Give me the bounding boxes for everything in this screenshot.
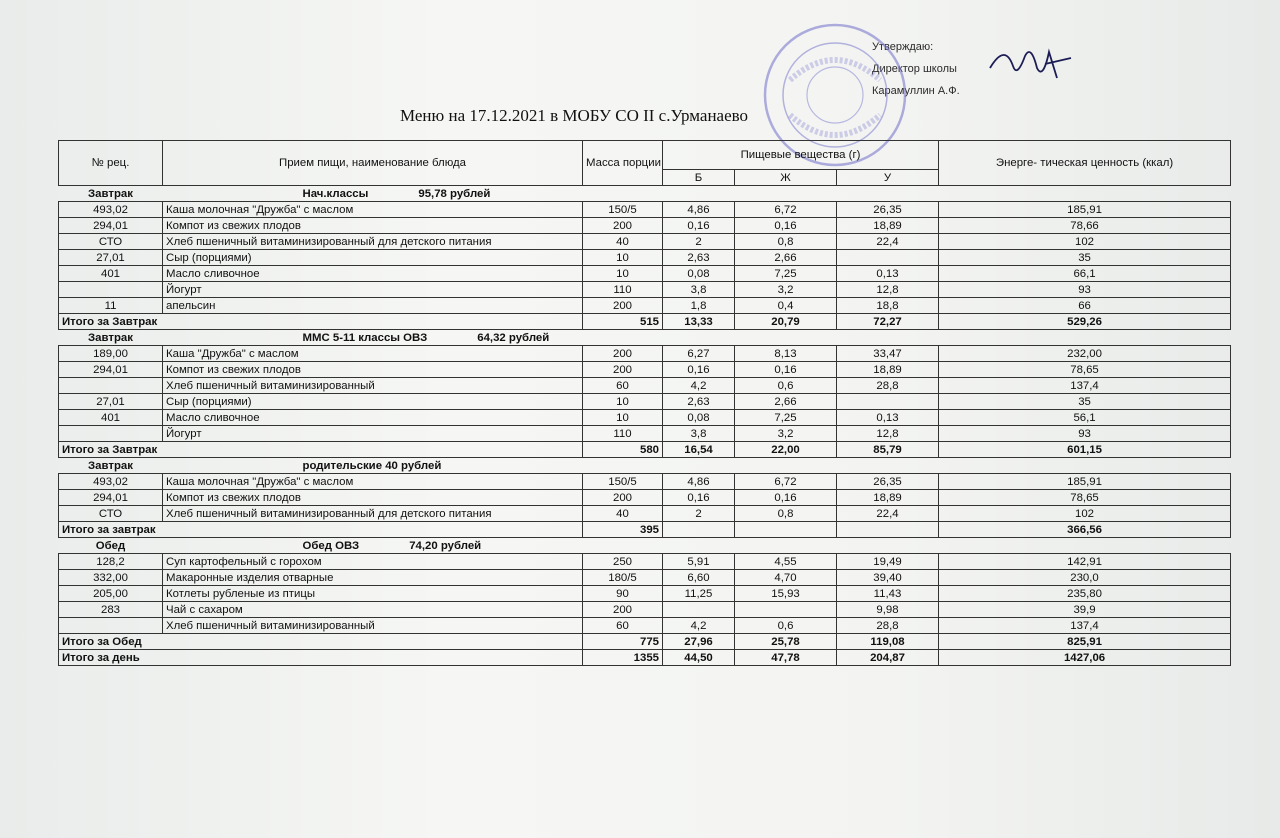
cell-dish-name: Хлеб пшеничный витаминизированный — [163, 618, 583, 634]
total-label: Итого за Завтрак — [59, 314, 583, 330]
cell-fat: 0,6 — [735, 378, 837, 394]
cell-fat: 0,16 — [735, 218, 837, 234]
section-meal: Завтрак — [59, 330, 163, 346]
cell-rec — [59, 426, 163, 442]
cell-mass: 10 — [583, 394, 663, 410]
cell-dish-name: Хлеб пшеничный витаминизированный для детского питания — [163, 234, 583, 250]
cell-protein — [663, 602, 735, 618]
total-mass: 515 — [583, 314, 663, 330]
cell-fat: 2,66 — [735, 394, 837, 410]
cell-carbs — [837, 250, 939, 266]
cell-carbs: 39,40 — [837, 570, 939, 586]
approval-line-1: Утверждаю: — [872, 41, 934, 53]
cell-energy: 66 — [939, 298, 1231, 314]
total-energy: 825,91 — [939, 634, 1231, 650]
cell-carbs — [837, 394, 939, 410]
day-total-fat: 47,78 — [735, 650, 837, 666]
cell-carbs: 18,89 — [837, 490, 939, 506]
cell-energy: 93 — [939, 426, 1231, 442]
section-group-label: родительские 40 рублей — [302, 460, 442, 472]
total-energy: 601,15 — [939, 442, 1231, 458]
cell-rec: 27,01 — [59, 250, 163, 266]
cell-energy: 78,65 — [939, 362, 1231, 378]
cell-fat: 3,2 — [735, 426, 837, 442]
total-label: Итого за завтрак — [59, 522, 583, 538]
cell-fat: 2,66 — [735, 250, 837, 266]
table-row — [59, 426, 1231, 442]
cell-fat: 0,16 — [735, 490, 837, 506]
cell-dish-name: Каша молочная "Дружба" с маслом — [163, 202, 583, 218]
header-mass: Масса порции — [583, 141, 663, 186]
cell-dish-name: Сыр (порциями) — [163, 250, 583, 266]
cell-dish-name: Йогурт — [163, 282, 583, 298]
section-group-label: ММС 5-11 классы ОВЗ — [302, 332, 428, 344]
cell-protein: 4,86 — [663, 202, 735, 218]
cell-energy: 235,80 — [939, 586, 1231, 602]
cell-mass: 200 — [583, 346, 663, 362]
cell-mass: 10 — [583, 250, 663, 266]
cell-dish-name: Хлеб пшеничный витаминизированный для детского питания — [163, 506, 583, 522]
cell-carbs: 22,4 — [837, 234, 939, 250]
total-energy: 366,56 — [939, 522, 1231, 538]
cell-energy: 232,00 — [939, 346, 1231, 362]
signature-icon — [985, 38, 1075, 86]
cell-mass: 150/5 — [583, 474, 663, 490]
total-fat: 20,79 — [735, 314, 837, 330]
header-nutrients: Пищевые вещества (г) — [663, 141, 939, 170]
cell-dish-name: Сыр (порциями) — [163, 394, 583, 410]
day-total-energy: 1427,06 — [939, 650, 1231, 666]
table-row — [59, 506, 1231, 522]
cell-fat: 0,4 — [735, 298, 837, 314]
cell-protein: 11,25 — [663, 586, 735, 602]
section-group — [163, 330, 1231, 346]
cell-carbs: 12,8 — [837, 282, 939, 298]
cell-energy: 35 — [939, 394, 1231, 410]
total-protein: 13,33 — [663, 314, 735, 330]
cell-dish-name: Компот из свежих плодов — [163, 490, 583, 506]
header-energy: Энерге- тическая ценность (ккал) — [939, 141, 1231, 186]
cell-rec: 294,01 — [59, 490, 163, 506]
cell-energy: 93 — [939, 282, 1231, 298]
section-group-label: Обед ОВЗ — [302, 540, 360, 552]
total-fat: 22,00 — [735, 442, 837, 458]
cell-energy: 137,4 — [939, 618, 1231, 634]
section-group — [163, 458, 1231, 474]
cell-mass: 90 — [583, 586, 663, 602]
cell-fat: 3,2 — [735, 282, 837, 298]
table-row — [59, 474, 1231, 490]
header-name: Прием пищи, наименование блюда — [163, 141, 583, 186]
cell-fat: 0,8 — [735, 234, 837, 250]
cell-dish-name: Чай с сахаром — [163, 602, 583, 618]
total-fat: 25,78 — [735, 634, 837, 650]
table-row — [59, 298, 1231, 314]
cell-mass: 110 — [583, 426, 663, 442]
total-carbs: 119,08 — [837, 634, 939, 650]
cell-protein: 0,08 — [663, 410, 735, 426]
total-carbs: 85,79 — [837, 442, 939, 458]
cell-carbs: 22,4 — [837, 506, 939, 522]
menu-table — [58, 140, 1231, 666]
cell-mass: 110 — [583, 282, 663, 298]
table-row — [59, 586, 1231, 602]
cell-carbs: 28,8 — [837, 378, 939, 394]
total-mass: 775 — [583, 634, 663, 650]
cell-rec: 332,00 — [59, 570, 163, 586]
header-b: Б — [663, 170, 735, 186]
cell-mass: 200 — [583, 218, 663, 234]
cell-carbs: 33,47 — [837, 346, 939, 362]
cell-rec: 27,01 — [59, 394, 163, 410]
cell-mass: 250 — [583, 554, 663, 570]
cell-rec: 128,2 — [59, 554, 163, 570]
section-meal: Обед — [59, 538, 163, 554]
cell-dish-name: Суп картофельный с горохом — [163, 554, 583, 570]
total-label: Итого за Завтрак — [59, 442, 583, 458]
cell-protein: 0,08 — [663, 266, 735, 282]
cell-dish-name: Компот из свежих плодов — [163, 218, 583, 234]
table-row — [59, 282, 1231, 298]
section-group-label: Нач.классы — [302, 188, 369, 200]
section-price: 64,32 рублей — [477, 332, 550, 344]
cell-rec: СТО — [59, 506, 163, 522]
section-header-row — [59, 458, 1231, 474]
cell-dish-name: Компот из свежих плодов — [163, 362, 583, 378]
cell-protein: 5,91 — [663, 554, 735, 570]
cell-rec: 294,01 — [59, 362, 163, 378]
cell-energy: 78,65 — [939, 490, 1231, 506]
cell-protein: 0,16 — [663, 490, 735, 506]
total-mass: 395 — [583, 522, 663, 538]
cell-dish-name: Масло сливочное — [163, 410, 583, 426]
cell-energy: 102 — [939, 234, 1231, 250]
section-header-row — [59, 186, 1231, 202]
cell-fat: 4,70 — [735, 570, 837, 586]
table-row — [59, 202, 1231, 218]
day-total-row — [59, 650, 1231, 666]
cell-carbs: 12,8 — [837, 426, 939, 442]
cell-dish-name: Йогурт — [163, 426, 583, 442]
cell-carbs: 11,43 — [837, 586, 939, 602]
table-row — [59, 218, 1231, 234]
section-meal: Завтрак — [59, 458, 163, 474]
header-rec: № рец. — [59, 141, 163, 186]
cell-fat: 0,8 — [735, 506, 837, 522]
section-total-row — [59, 522, 1231, 538]
cell-rec: 11 — [59, 298, 163, 314]
table-row — [59, 602, 1231, 618]
cell-energy: 66,1 — [939, 266, 1231, 282]
section-header-row — [59, 330, 1231, 346]
cell-mass: 60 — [583, 378, 663, 394]
cell-mass: 200 — [583, 490, 663, 506]
day-total-mass: 1355 — [583, 650, 663, 666]
cell-protein: 4,86 — [663, 474, 735, 490]
table-header-row — [59, 141, 1231, 170]
cell-protein: 2,63 — [663, 394, 735, 410]
day-total-carbs: 204,87 — [837, 650, 939, 666]
table-row — [59, 410, 1231, 426]
cell-protein: 3,8 — [663, 426, 735, 442]
section-total-row — [59, 442, 1231, 458]
cell-mass: 10 — [583, 410, 663, 426]
cell-dish-name: Котлеты рубленые из птицы — [163, 586, 583, 602]
cell-protein: 1,8 — [663, 298, 735, 314]
table-row — [59, 618, 1231, 634]
section-group — [163, 538, 1231, 554]
cell-carbs: 26,35 — [837, 202, 939, 218]
cell-energy: 142,91 — [939, 554, 1231, 570]
cell-carbs: 18,89 — [837, 362, 939, 378]
cell-carbs: 0,13 — [837, 266, 939, 282]
cell-energy: 78,66 — [939, 218, 1231, 234]
cell-fat — [735, 602, 837, 618]
cell-carbs: 0,13 — [837, 410, 939, 426]
cell-protein: 6,60 — [663, 570, 735, 586]
table-row — [59, 234, 1231, 250]
table-row — [59, 346, 1231, 362]
cell-energy: 39,9 — [939, 602, 1231, 618]
cell-fat: 0,16 — [735, 362, 837, 378]
cell-protein: 2,63 — [663, 250, 735, 266]
cell-rec: 189,00 — [59, 346, 163, 362]
cell-fat: 4,55 — [735, 554, 837, 570]
cell-fat: 7,25 — [735, 266, 837, 282]
cell-protein: 2 — [663, 234, 735, 250]
cell-energy: 230,0 — [939, 570, 1231, 586]
section-total-row — [59, 634, 1231, 650]
cell-protein: 4,2 — [663, 378, 735, 394]
cell-carbs: 18,8 — [837, 298, 939, 314]
cell-fat: 6,72 — [735, 202, 837, 218]
approval-line-2: Директор школы — [872, 63, 957, 75]
section-group — [163, 186, 1231, 202]
section-meal: Завтрак — [59, 186, 163, 202]
cell-fat: 0,6 — [735, 618, 837, 634]
cell-energy: 35 — [939, 250, 1231, 266]
cell-rec — [59, 378, 163, 394]
cell-rec: 401 — [59, 410, 163, 426]
cell-protein: 3,8 — [663, 282, 735, 298]
cell-mass: 180/5 — [583, 570, 663, 586]
cell-fat: 6,72 — [735, 474, 837, 490]
table-row — [59, 250, 1231, 266]
table-row — [59, 362, 1231, 378]
total-label: Итого за Обед — [59, 634, 583, 650]
cell-protein: 0,16 — [663, 218, 735, 234]
cell-dish-name: Каша "Дружба" с маслом — [163, 346, 583, 362]
cell-mass: 60 — [583, 618, 663, 634]
cell-mass: 40 — [583, 506, 663, 522]
cell-energy: 185,91 — [939, 474, 1231, 490]
total-protein — [663, 522, 735, 538]
cell-dish-name: Масло сливочное — [163, 266, 583, 282]
cell-rec — [59, 618, 163, 634]
section-price: 95,78 рублей — [418, 188, 491, 200]
cell-dish-name: Макаронные изделия отварные — [163, 570, 583, 586]
cell-rec: 493,02 — [59, 202, 163, 218]
total-fat — [735, 522, 837, 538]
cell-energy: 137,4 — [939, 378, 1231, 394]
cell-rec: 294,01 — [59, 218, 163, 234]
cell-carbs: 26,35 — [837, 474, 939, 490]
day-total-label: Итого за день — [59, 650, 583, 666]
total-energy: 529,26 — [939, 314, 1231, 330]
cell-protein: 0,16 — [663, 362, 735, 378]
cell-mass: 40 — [583, 234, 663, 250]
cell-carbs: 9,98 — [837, 602, 939, 618]
cell-fat: 7,25 — [735, 410, 837, 426]
cell-mass: 200 — [583, 362, 663, 378]
cell-dish-name: апельсин — [163, 298, 583, 314]
table-row — [59, 378, 1231, 394]
cell-rec: 283 — [59, 602, 163, 618]
cell-mass: 200 — [583, 602, 663, 618]
cell-fat: 8,13 — [735, 346, 837, 362]
cell-protein: 6,27 — [663, 346, 735, 362]
total-protein: 16,54 — [663, 442, 735, 458]
section-price: 74,20 рублей — [409, 540, 482, 552]
day-total-protein: 44,50 — [663, 650, 735, 666]
cell-dish-name: Хлеб пшеничный витаминизированный — [163, 378, 583, 394]
cell-rec: 205,00 — [59, 586, 163, 602]
cell-protein: 4,2 — [663, 618, 735, 634]
section-header-row — [59, 538, 1231, 554]
cell-rec: СТО — [59, 234, 163, 250]
cell-rec — [59, 282, 163, 298]
section-total-row — [59, 314, 1231, 330]
cell-fat: 15,93 — [735, 586, 837, 602]
header-u: У — [837, 170, 939, 186]
cell-carbs: 18,89 — [837, 218, 939, 234]
cell-rec: 401 — [59, 266, 163, 282]
table-row — [59, 570, 1231, 586]
total-carbs: 72,27 — [837, 314, 939, 330]
cell-mass: 10 — [583, 266, 663, 282]
cell-rec: 493,02 — [59, 474, 163, 490]
cell-energy: 56,1 — [939, 410, 1231, 426]
table-row — [59, 490, 1231, 506]
table-row — [59, 266, 1231, 282]
cell-protein: 2 — [663, 506, 735, 522]
table-row — [59, 554, 1231, 570]
cell-dish-name: Каша молочная "Дружба" с маслом — [163, 474, 583, 490]
cell-mass: 150/5 — [583, 202, 663, 218]
total-protein: 27,96 — [663, 634, 735, 650]
cell-mass: 200 — [583, 298, 663, 314]
approval-line-3: Карамуллин А.Ф. — [872, 85, 960, 97]
table-row — [59, 394, 1231, 410]
cell-energy: 102 — [939, 506, 1231, 522]
total-mass: 580 — [583, 442, 663, 458]
total-carbs — [837, 522, 939, 538]
cell-energy: 185,91 — [939, 202, 1231, 218]
cell-carbs: 28,8 — [837, 618, 939, 634]
cell-carbs: 19,49 — [837, 554, 939, 570]
header-zh: Ж — [735, 170, 837, 186]
page-title: Меню на 17.12.2021 в МОБУ СО II с.Урманаево — [400, 106, 749, 125]
